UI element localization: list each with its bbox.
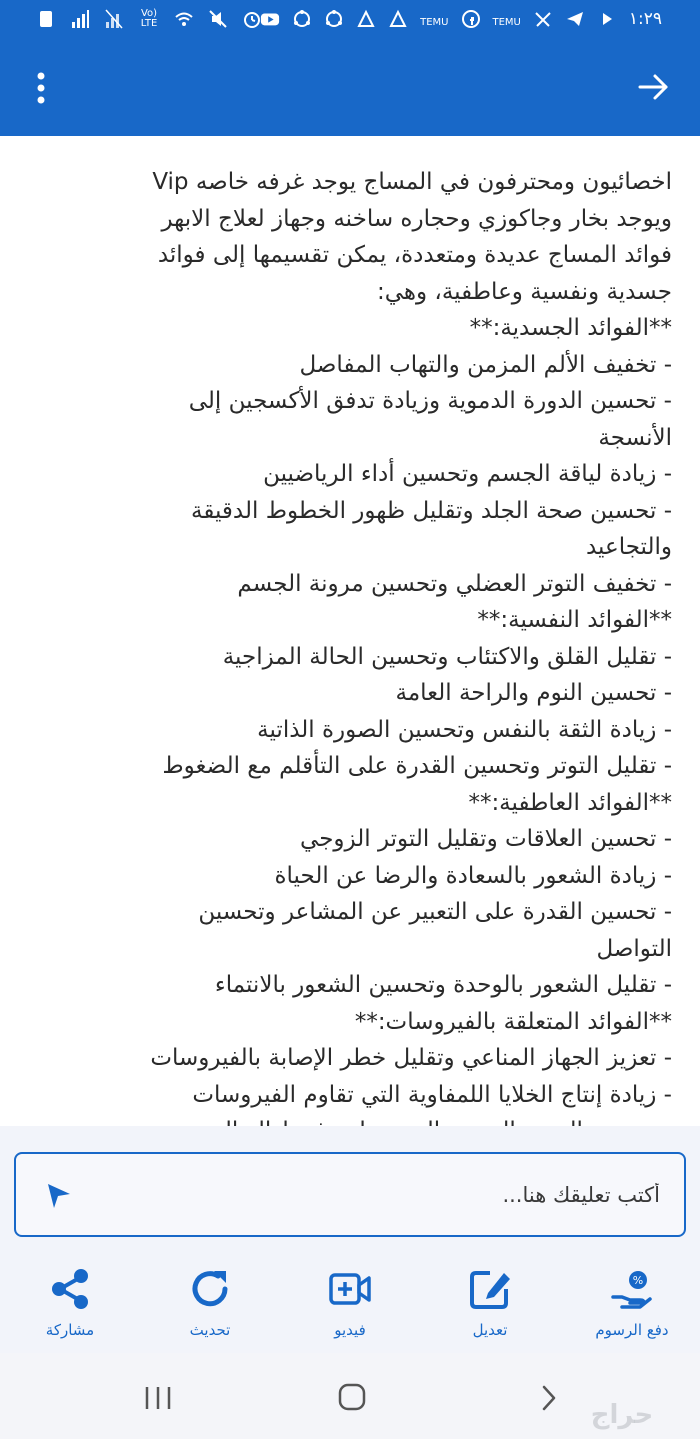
network-icon [533, 8, 553, 30]
edit-label: تعديل [472, 1321, 508, 1339]
refresh-icon [188, 1267, 232, 1311]
post-section-heading: **الفوائد الجسدية:** [469, 315, 672, 341]
pay-fees-button[interactable] [572, 1267, 692, 1339]
volte-icon: Vo) LTE [140, 8, 158, 29]
home-icon[interactable] [332, 1381, 372, 1415]
post-line: التواصل [596, 935, 672, 962]
video-button[interactable] [290, 1267, 410, 1339]
video-label: فيديو [334, 1321, 366, 1339]
signal-no-sim-icon [104, 8, 124, 30]
haraj-watermark [562, 1393, 682, 1433]
signal-icon [70, 8, 90, 30]
temu-icon: TEMU [492, 17, 521, 28]
refresh-button[interactable] [150, 1267, 270, 1339]
post-body [0, 136, 700, 1150]
post-line: - تحسين العلاقات وتقليل التوتر الزوجي [300, 826, 672, 852]
post-line: - تعزيز الجهاز المناعي وتقليل خطر الإصابة بالفيروسات [150, 1045, 672, 1071]
mute-icon [208, 8, 228, 30]
temu-icon [388, 8, 408, 30]
post-line: - تقليل القلق والاكتئاب وتحسين الحالة المزاجية [222, 643, 672, 670]
comment-box [14, 1152, 686, 1237]
post-line: - تحسين القدرة على التعبير عن المشاعر وتحسين [198, 899, 672, 925]
post-line: - تقليل التوتر وتحسين القدرة على التأقلم مع الضغوط [162, 753, 672, 779]
post-line: - تخفيف التوتر العضلي وتحسين مرونة الجسم [237, 570, 672, 597]
sync-icon [292, 8, 312, 30]
share-icon [48, 1267, 92, 1311]
facebook-icon [461, 8, 481, 30]
pay-fees-label: دفع الرسوم [595, 1321, 669, 1339]
post-line: ويوجد بخار وجاكوزي وحجاره ساخنه وجهاز لعلاج الابهر [161, 205, 672, 232]
temu-icon: TEMU [420, 17, 449, 28]
system-nav-bar [0, 1353, 700, 1439]
status-icons-left [36, 8, 262, 30]
post-line: جسدية ونفسية وعاطفية، وهي: [376, 278, 672, 305]
post-line: - زيادة لياقة الجسم وتحسين أداء الرياضيين [263, 461, 672, 487]
post-line: - زيادة إنتاج الخلايا اللمفاوية التي تقاوم الفيروسات [192, 1081, 672, 1108]
status-icons-right [260, 8, 662, 30]
post-line: فوائد المساج عديدة ومتعددة، يمكن تقسيمها إلى فوائد [157, 242, 672, 268]
post-section-heading: **الفوائد المتعلقة بالفيروسات:** [354, 1008, 672, 1035]
action-bar [0, 1251, 700, 1353]
post-line: والتجاعيد [585, 534, 672, 560]
edit-button[interactable] [430, 1267, 550, 1339]
alarm-icon [242, 8, 262, 30]
post-line: - زيادة الشعور بالسعادة والرضا عن الحياة [274, 862, 672, 889]
svg-text:%: % [632, 1274, 644, 1287]
share-label: مشاركة [45, 1321, 95, 1339]
telegram-icon [565, 8, 585, 30]
sync-icon [324, 8, 344, 30]
app-bar [0, 40, 700, 136]
post-line: - تحسين النوم والراحة العامة [395, 680, 672, 706]
post-line: اخصائيون ومحترفون في المساج يوجد غرفه خاصه Vip [152, 169, 672, 195]
clock: ١:٢٩ [628, 9, 662, 29]
wifi-icon [174, 8, 194, 30]
status-bar [0, 0, 700, 40]
more-vertical-icon[interactable] [26, 66, 56, 110]
comment-composer [0, 1126, 700, 1251]
post-line: - زيادة الثقة بالنفس وتحسين الصورة الذاتية [257, 716, 672, 743]
comment-input[interactable] [80, 1154, 660, 1235]
svg-text:حراج: حراج [590, 1400, 654, 1430]
post-section-heading: **الفوائد النفسية:** [477, 607, 672, 633]
recent-apps-icon[interactable] [138, 1381, 178, 1415]
post-line: - تحسين صحة الجلد وتقليل ظهور الخطوط الدقيقة [191, 497, 672, 524]
share-button[interactable] [10, 1267, 130, 1339]
video-add-icon [328, 1267, 372, 1311]
edit-icon [468, 1267, 512, 1311]
sim-icon [36, 8, 56, 30]
post-section-heading: **الفوائد العاطفية:** [468, 789, 672, 816]
arrow-right-icon[interactable] [636, 70, 670, 104]
post-content [0, 136, 700, 1126]
refresh-label: تحديث [189, 1321, 231, 1339]
post-line: - تقليل الشعور بالوحدة وتحسين الشعور بالانتماء [214, 972, 672, 998]
play-icon [597, 8, 617, 30]
send-icon[interactable] [40, 1178, 76, 1214]
post-line: - تخفيف الألم المزمن والتهاب المفاصل [299, 351, 672, 378]
post-line: - تحسين الدورة الدموية وزيادة تدفق الأكسجين إلى [188, 388, 672, 414]
pay-fees-icon [610, 1267, 654, 1311]
youtube-icon [260, 8, 280, 30]
post-line: الأنسجة [598, 424, 672, 451]
temu-icon [356, 8, 376, 30]
